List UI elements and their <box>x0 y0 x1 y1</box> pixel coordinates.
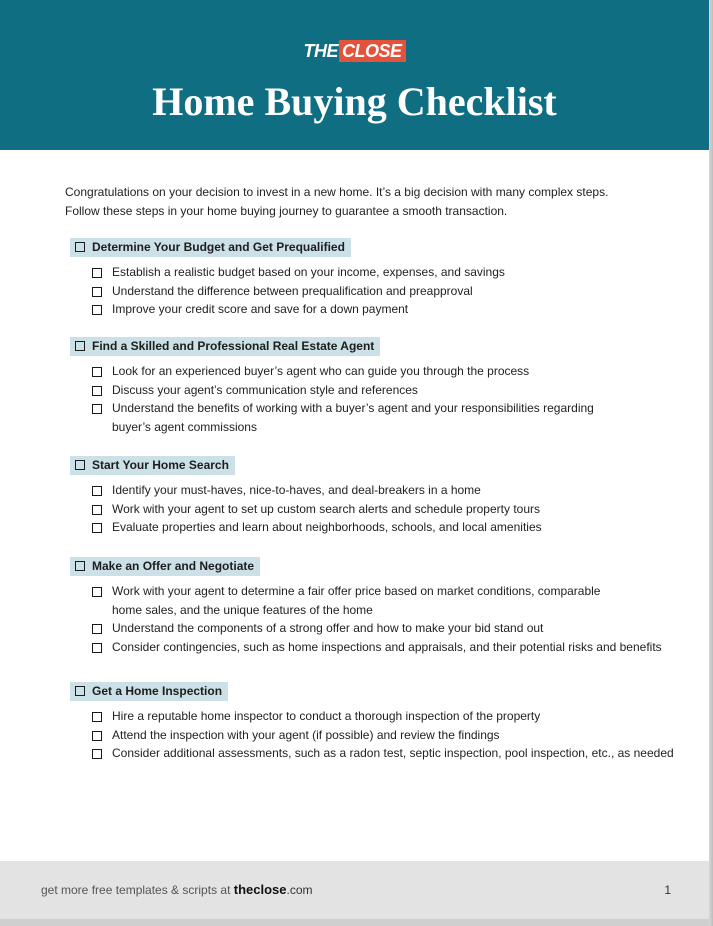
checkbox-icon[interactable] <box>75 341 85 351</box>
section-title: Start Your Home Search <box>92 458 229 472</box>
checklist-item[interactable] <box>92 726 692 745</box>
checkbox-icon[interactable] <box>92 587 102 597</box>
item-text: Consider contingencies, such as home inspections and appraisals, and their potential risks and benefits <box>112 639 662 654</box>
section-heading[interactable] <box>70 456 235 475</box>
item-text: Identify your must-haves, nice-to-haves, and deal-breakers in a home <box>112 483 481 497</box>
page-title: Home Buying Checklist <box>152 79 557 124</box>
logo-the: THE <box>303 41 338 61</box>
item-text: Hire a reputable home inspector to conduct a thorough inspection of the property <box>112 709 541 723</box>
checklist-item[interactable] <box>92 282 682 301</box>
checklist-item[interactable] <box>92 638 672 657</box>
item-text: Attend the inspection with your agent (if possible) and review the findings <box>112 727 500 742</box>
footer-domain: .com <box>286 883 313 897</box>
intro-line-1: Congratulations on your decision to invest in a new home. It’s a big decision with many complex steps. <box>65 185 609 199</box>
checklist-item[interactable] <box>92 300 682 319</box>
checkbox-icon[interactable] <box>92 305 102 315</box>
section-title: Make an Offer and Negotiate <box>92 559 255 573</box>
checkbox-icon[interactable] <box>92 712 102 722</box>
checkbox-icon[interactable] <box>75 686 85 696</box>
page-edge <box>709 0 713 926</box>
footer-prefix: get more free templates & scripts at <box>41 883 234 897</box>
checklist-items <box>92 362 627 436</box>
item-text: Understand the difference between prequalification and preapproval <box>112 283 473 298</box>
checkbox-icon[interactable] <box>92 486 102 496</box>
page-footer <box>0 861 709 919</box>
checklist-items <box>92 481 682 537</box>
checkbox-icon[interactable] <box>92 404 102 414</box>
checklist-item[interactable] <box>92 518 682 537</box>
page-number: 1 <box>664 883 671 897</box>
section-title: Find a Skilled and Professional Real Estate Agent <box>92 339 375 353</box>
checklist-item[interactable] <box>92 582 632 619</box>
item-text: Work with your agent to determine a fair offer price based on market conditions, comparable home sales, and the unique features of the home <box>112 584 601 617</box>
checkbox-icon[interactable] <box>92 523 102 533</box>
checkbox-icon[interactable] <box>92 268 102 278</box>
checklist-item[interactable] <box>92 481 682 500</box>
item-text: Evaluate properties and learn about neighborhoods, schools, and local amenities <box>112 520 542 535</box>
item-text: Understand the benefits of working with a buyer’s agent and your responsibilities regarding buyer’s agent commissions <box>112 401 594 434</box>
checkbox-icon[interactable] <box>92 731 102 741</box>
intro-line-2: Follow these steps in your home buying journey to guarantee a smooth transaction. <box>65 204 508 218</box>
checkbox-icon[interactable] <box>92 624 102 634</box>
checklist-item[interactable] <box>92 362 627 381</box>
checklist-item[interactable] <box>92 500 682 519</box>
checkbox-icon[interactable] <box>75 561 85 571</box>
checklist-items <box>92 582 672 656</box>
item-text: Understand the components of a strong offer and how to make your bid stand out <box>112 621 544 636</box>
item-text: Improve your credit score and save for a down payment <box>112 302 409 317</box>
checkbox-icon[interactable] <box>75 460 85 470</box>
checkbox-icon[interactable] <box>92 367 102 377</box>
item-text: Consider additional assessments, such as a radon test, septic inspection, pool inspection, etc., as needed <box>112 746 674 761</box>
checkbox-icon[interactable] <box>92 386 102 396</box>
checklist-items <box>92 263 682 319</box>
footer-bottom-strip <box>0 919 709 926</box>
checklist-item[interactable] <box>92 707 692 726</box>
section-heading[interactable] <box>70 682 228 701</box>
checkbox-icon[interactable] <box>92 749 102 759</box>
intro-paragraph <box>65 183 665 221</box>
checklist-item[interactable] <box>92 381 627 400</box>
logo-close: CLOSE <box>339 40 406 62</box>
item-text: Discuss your agent’s communication style and references <box>112 382 418 397</box>
section-heading[interactable] <box>70 557 260 576</box>
checklist-item[interactable] <box>92 619 672 638</box>
footer-brand-link[interactable]: theclose <box>233 882 287 897</box>
checkbox-icon[interactable] <box>92 643 102 653</box>
item-text: Look for an experienced buyer’s agent who can guide you through the process <box>112 364 530 378</box>
section-title: Determine Your Budget and Get Prequalified <box>92 240 345 254</box>
checkbox-icon[interactable] <box>92 287 102 297</box>
checklist-item[interactable] <box>92 744 692 763</box>
checkbox-icon[interactable] <box>75 242 85 252</box>
section-title: Get a Home Inspection <box>92 684 223 698</box>
section-heading[interactable] <box>70 337 380 356</box>
item-text: Establish a realistic budget based on your income, expenses, and savings <box>112 265 505 279</box>
the-close-logo <box>0 40 709 62</box>
checkbox-icon[interactable] <box>92 505 102 515</box>
checklist-item[interactable] <box>92 399 627 436</box>
checklist-item[interactable] <box>92 263 682 282</box>
header-band <box>0 0 709 150</box>
section-heading[interactable] <box>70 238 351 257</box>
footer-promo <box>41 882 313 898</box>
checklist-items <box>92 707 692 763</box>
item-text: Work with your agent to set up custom search alerts and schedule property tours <box>112 501 540 516</box>
